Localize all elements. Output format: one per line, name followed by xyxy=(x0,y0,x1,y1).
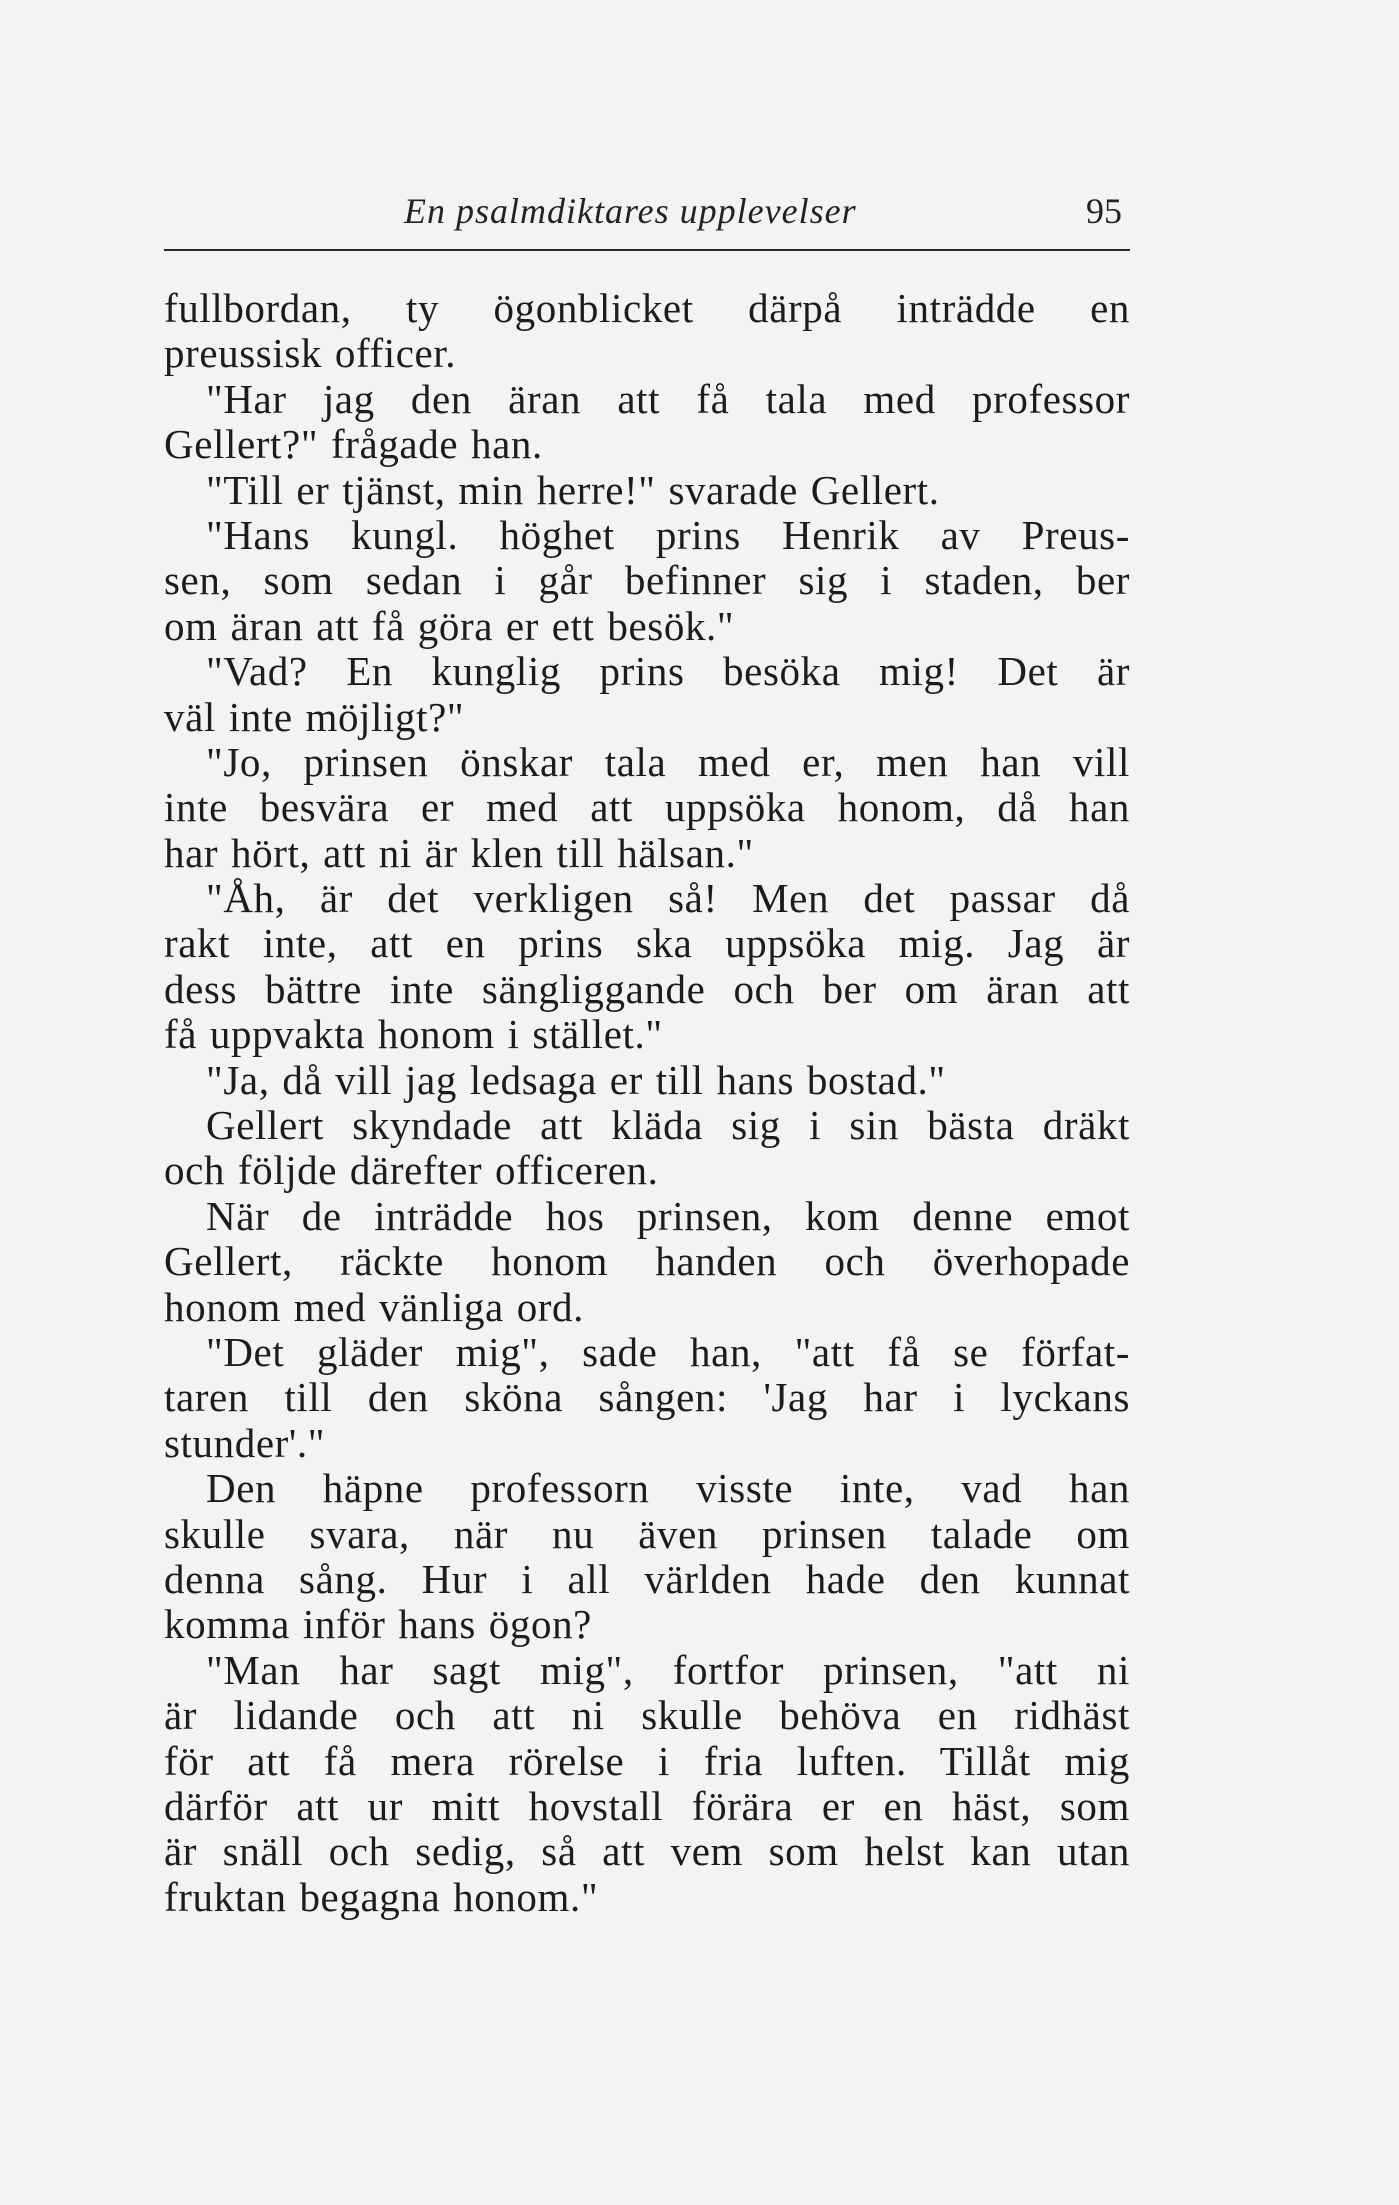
text-line: "Vad? En kunglig prins besöka mig! Det är xyxy=(206,648,1130,695)
text-line: Den häpne professorn visste inte, vad han xyxy=(206,1465,1130,1512)
body-text xyxy=(164,286,1130,1920)
text-line: När de inträdde hos prinsen, kom denne emot xyxy=(206,1192,1130,1239)
text-line: Gellert skyndade att kläda sig i sin bästa dräkt xyxy=(206,1102,1130,1149)
text-line: Gellert?" frågade han. xyxy=(164,421,543,468)
text-line: är lidande och att ni skulle behöva en ridhäst xyxy=(164,1692,1130,1739)
text-line: inte besvära er med att uppsöka honom, då han xyxy=(164,784,1130,831)
text-line: denna sång. Hur i all världen hade den kunnat xyxy=(164,1555,1130,1602)
text-line: skulle svara, när nu även prinsen talade om xyxy=(164,1510,1130,1557)
text-line: taren till den sköna sången: 'Jag har i lyckans xyxy=(164,1374,1130,1421)
text-line: "Till er tjänst, min herre!" svarade Gellert. xyxy=(206,466,940,513)
text-line: "Hans kungl. höghet prins Henrik av Preus- xyxy=(206,511,1130,558)
text-line: har hört, att ni är klen till hälsan." xyxy=(164,829,754,876)
text-line: "Det gläder mig", sade han, "att få se förfat- xyxy=(206,1328,1130,1375)
page-number: 95 xyxy=(1086,191,1122,231)
text-line: och följde därefter officeren. xyxy=(164,1147,659,1194)
text-line: komma inför hans ögon? xyxy=(164,1601,592,1648)
text-line: om äran att få göra er ett besök." xyxy=(164,602,735,649)
text-line: "Ja, då vill jag ledsaga er till hans bostad." xyxy=(206,1056,946,1103)
text-line: väl inte möjligt?" xyxy=(164,693,465,740)
text-line: få uppvakta honom i stället." xyxy=(164,1011,663,1058)
text-line: fruktan begagna honom." xyxy=(164,1873,599,1920)
running-title: En psalmdiktares upplevelser xyxy=(404,191,857,231)
text-line: "Har jag den äran att få tala med professor xyxy=(206,375,1130,422)
text-line: stunder'." xyxy=(164,1419,326,1466)
text-line: Gellert, räckte honom handen och överhopade xyxy=(164,1238,1130,1285)
text-line: därför att ur mitt hovstall förära er en häst, som xyxy=(164,1782,1130,1829)
text-line: för att få mera rörelse i fria luften. Tillåt mig xyxy=(164,1737,1130,1784)
header-rule xyxy=(164,249,1130,251)
text-line: sen, som sedan i går befinner sig i staden, ber xyxy=(164,557,1130,604)
text-line: preussisk officer. xyxy=(164,330,457,377)
text-line: "Man har sagt mig", fortfor prinsen, "att ni xyxy=(206,1646,1130,1693)
running-head xyxy=(164,180,1130,244)
text-line: "Åh, är det verkligen så! Men det passar då xyxy=(206,875,1130,922)
text-line: honom med vänliga ord. xyxy=(164,1283,585,1330)
text-line: är snäll och sedig, så att vem som helst kan utan xyxy=(164,1828,1130,1875)
text-line: fullbordan, ty ögonblicket därpå inträdde en xyxy=(164,285,1130,331)
text-line: rakt inte, att en prins ska uppsöka mig. Jag är xyxy=(164,920,1130,967)
text-line: dess bättre inte sängliggande och ber om äran att xyxy=(164,965,1130,1012)
text-line: "Jo, prinsen önskar tala med er, men han vill xyxy=(206,738,1130,785)
